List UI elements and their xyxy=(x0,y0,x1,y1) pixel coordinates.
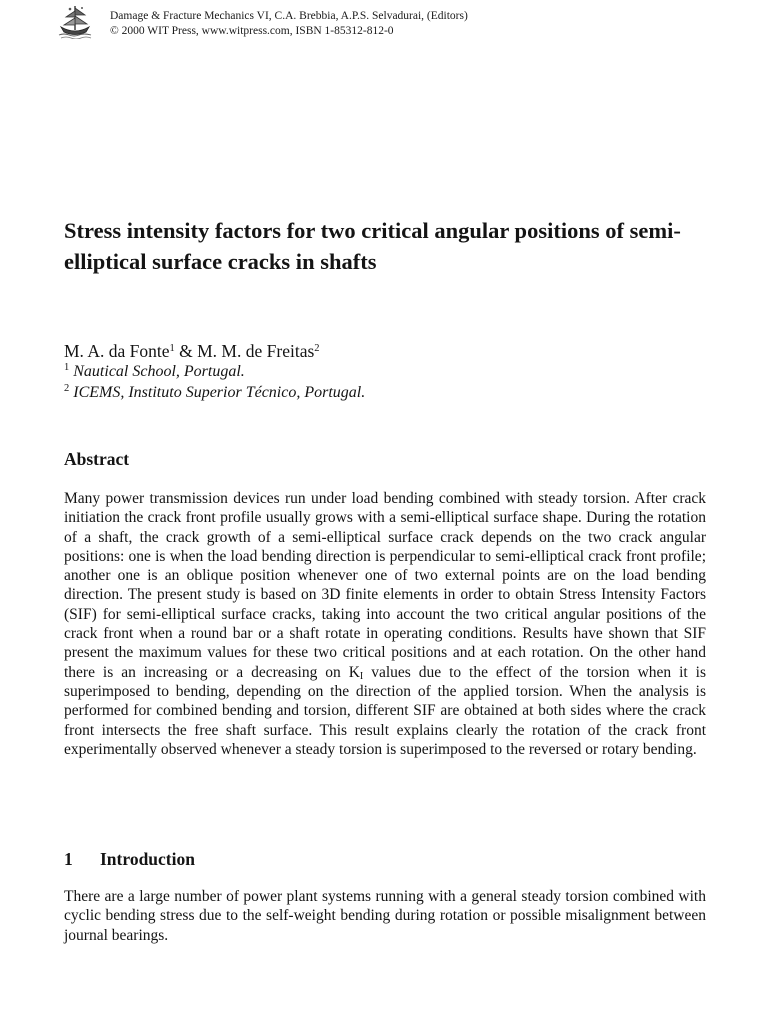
author-line xyxy=(64,340,320,362)
affiliation-2-text: ICEMS, Instituto Superior Técnico, Portugal. xyxy=(69,384,366,401)
affiliation-1-marker: 1 xyxy=(64,362,70,373)
abstract-text-part-1: Many power transmission devices run under load bending combined with steady torsion. After crack initiation the crack front profile usually grows with a semi-elliptical surface shape. During the rotation of a shaft, the crack growth of a semi-elliptical surface crack depends on the two crack angular positions: one is when the load bending direction is perpendicular to semi-elliptical crack front profile; another one is an oblique position whenever one of two external points are on the load bending direction. The present study is based on 3D finite elements in order to obtain Stress Intensity Factors (SIF) for semi-elliptical surface cracks, taking into account the two critical angular positions of the crack front when a round bar or a shaft rotate in operating conditions. Results have shown that SIF present the maximum values for these two critical positions and at each rotation. On the other hand there is an increasing or a decreasing on K xyxy=(64,490,706,681)
affiliation-2 xyxy=(64,383,365,403)
running-header xyxy=(110,9,468,38)
introduction-heading xyxy=(64,848,195,870)
author-2-affil-marker: 2 xyxy=(314,343,320,354)
affiliation-1 xyxy=(64,362,245,382)
author-2: M. M. de Freitas xyxy=(197,341,315,361)
abstract-text-part-2: values due to the effect of the torsion when it is superimposed to bending, depending on the direction of the applied torsion. When the analysis is performed for combined bending and torsion, different SIF are obtained at both sides where the crack front intersects the free shaft surface. This result explains clearly the rotation of the crack front experimentally observed whenever a steady torsion is superimposed to the reversed or rotary bending. xyxy=(64,663,706,758)
affiliation-2-marker: 2 xyxy=(64,383,70,394)
header-citation: Damage & Fracture Mechanics VI, C.A. Brebbia, A.P.S. Selvadurai, (Editors) xyxy=(110,10,468,22)
author-1-affil-marker: 1 xyxy=(169,343,175,354)
header-copyright: © 2000 WIT Press, www.witpress.com, ISBN 1-85312-812-0 xyxy=(110,24,394,37)
k-subscript: I xyxy=(359,670,364,682)
introduction-paragraph: There are a large number of power plant systems running with a general steady torsion combined with cyclic bending stress due to the self-weight bending during rotation or possible misalignment between journal bearings. xyxy=(64,888,706,944)
author-joiner: & xyxy=(174,341,198,361)
abstract-heading: Abstract xyxy=(64,449,130,469)
paper-title: Stress intensity factors for two critical angular positions of semi-elliptical surface cracks in shafts xyxy=(64,218,681,274)
section-title: Introduction xyxy=(100,849,195,869)
affiliation-1-text: Nautical School, Portugal. xyxy=(69,363,245,380)
author-1: M. A. da Fonte xyxy=(64,341,170,361)
abstract-paragraph xyxy=(64,489,706,759)
section-number: 1 xyxy=(64,849,73,869)
publisher-ship-logo xyxy=(58,3,92,39)
